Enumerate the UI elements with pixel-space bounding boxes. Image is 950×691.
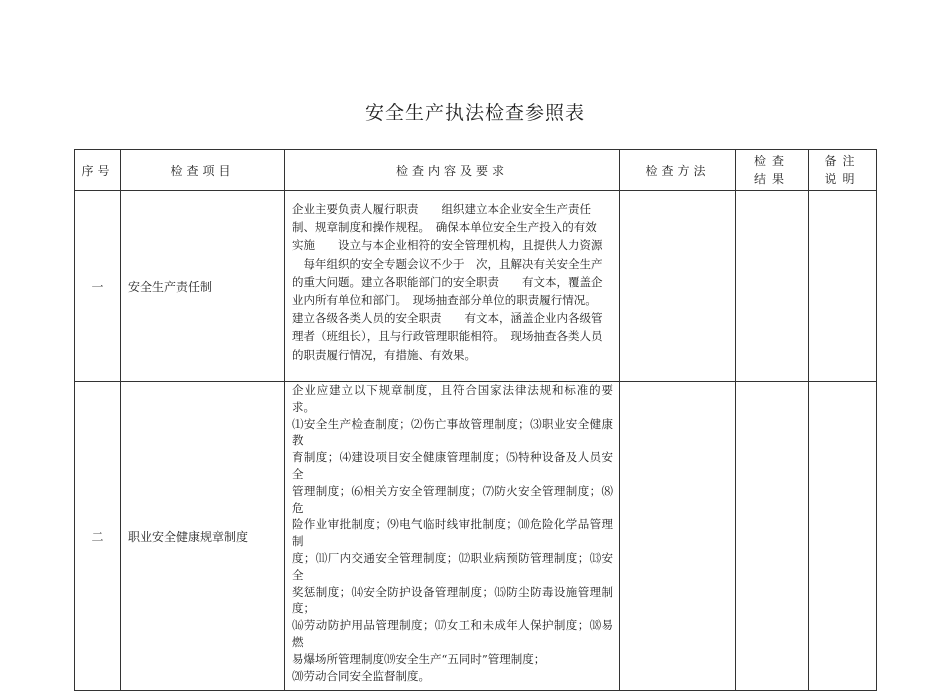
requirement-line: 理者（班组长），且与行政管理职能相符。 现场抽查各类人员 xyxy=(292,329,603,344)
row-note xyxy=(809,382,877,691)
requirement-line: 每年组织的安全专题会议不少于 次，且解决有关安全生产 xyxy=(292,256,603,271)
table-row xyxy=(75,191,877,382)
header-method: 检查方法 xyxy=(620,150,736,191)
row-item: 安全生产责任制 xyxy=(121,191,285,382)
header-result-line1: 检查 xyxy=(753,154,790,168)
header-item: 检查项目 xyxy=(121,150,285,191)
table-row xyxy=(75,382,877,691)
header-requirement: 检查内容及要求 xyxy=(285,150,620,191)
header-note-line1: 备注 xyxy=(824,154,861,168)
header-result xyxy=(736,150,809,191)
header-result-line2: 结果 xyxy=(753,172,790,186)
requirement-line: 建立各级各类人员的安全职责 有文本，涵盖企业内各级管 xyxy=(292,311,603,326)
row-index: 一 xyxy=(75,191,121,382)
row-method xyxy=(620,382,736,691)
row-item: 职业安全健康规章制度 xyxy=(121,382,285,691)
requirement-line: ⒃劳动防护用品管理制度；⒄女工和未成年人保护制度；⒅易燃 xyxy=(292,618,613,649)
requirement-line: 业内所有单位和部门。 现场抽查部分单位的职责履行情况。 xyxy=(292,293,597,308)
requirement-line: 易爆场所管理制度⒆安全生产“五同时”管理制度； xyxy=(292,651,546,666)
table-header-row xyxy=(75,150,877,191)
row-requirement xyxy=(285,382,620,691)
row-requirement xyxy=(285,191,620,382)
requirement-line: 险作业审批制度；⑼电气临时线审批制度；⑽危险化学品管理制 xyxy=(292,517,613,549)
header-note-line2: 说明 xyxy=(824,172,861,186)
requirement-line: 企业主要负责人履行职责 组织建立本企业安全生产责任 xyxy=(292,202,591,216)
requirement-line: 企业应建立以下规章制度，且符合国家法律法规和标准的要求。 xyxy=(292,383,613,414)
requirement-line: 的重大问题。建立各职能部门的安全职责 有文本，覆盖企 xyxy=(292,274,603,289)
page-title: 安全生产执法检查参照表 xyxy=(364,102,585,124)
requirement-line: ⒇劳动合同安全监督制度。 xyxy=(292,668,430,683)
requirement-line: ⑴安全生产检查制度；⑵伤亡事故管理制度；⑶职业安全健康教 xyxy=(292,416,613,448)
requirement-line: 管理制度；⑹相关方安全管理制度；⑺防火安全管理制度；⑻危 xyxy=(292,483,613,515)
row-method xyxy=(620,191,736,382)
header-index: 序号 xyxy=(75,150,121,191)
inspection-table xyxy=(74,149,877,691)
header-note xyxy=(809,150,877,191)
row-result xyxy=(736,191,809,382)
requirement-line: 育制度；⑷建设项目安全健康管理制度；⑸特种设备及人员安全 xyxy=(292,450,613,481)
requirement-line: 奖惩制度；⒁安全防护设备管理制度；⒂防尘防毒设施管理制度； xyxy=(292,584,613,616)
requirement-line: 制、规章制度和操作规程。 确保本单位安全生产投入的有效 xyxy=(292,220,597,235)
row-index: 二 xyxy=(75,382,121,691)
row-note xyxy=(809,191,877,382)
requirement-line: 的职责履行情况，有措施、有效果。 xyxy=(292,347,476,362)
requirement-line: 度；⑾厂内交通安全管理制度；⑿职业病预防管理制度；⒀安全 xyxy=(292,550,613,582)
row-result xyxy=(736,382,809,691)
requirement-line: 实施 设立与本企业相符的安全管理机构，且提供人力资源 xyxy=(292,238,603,253)
